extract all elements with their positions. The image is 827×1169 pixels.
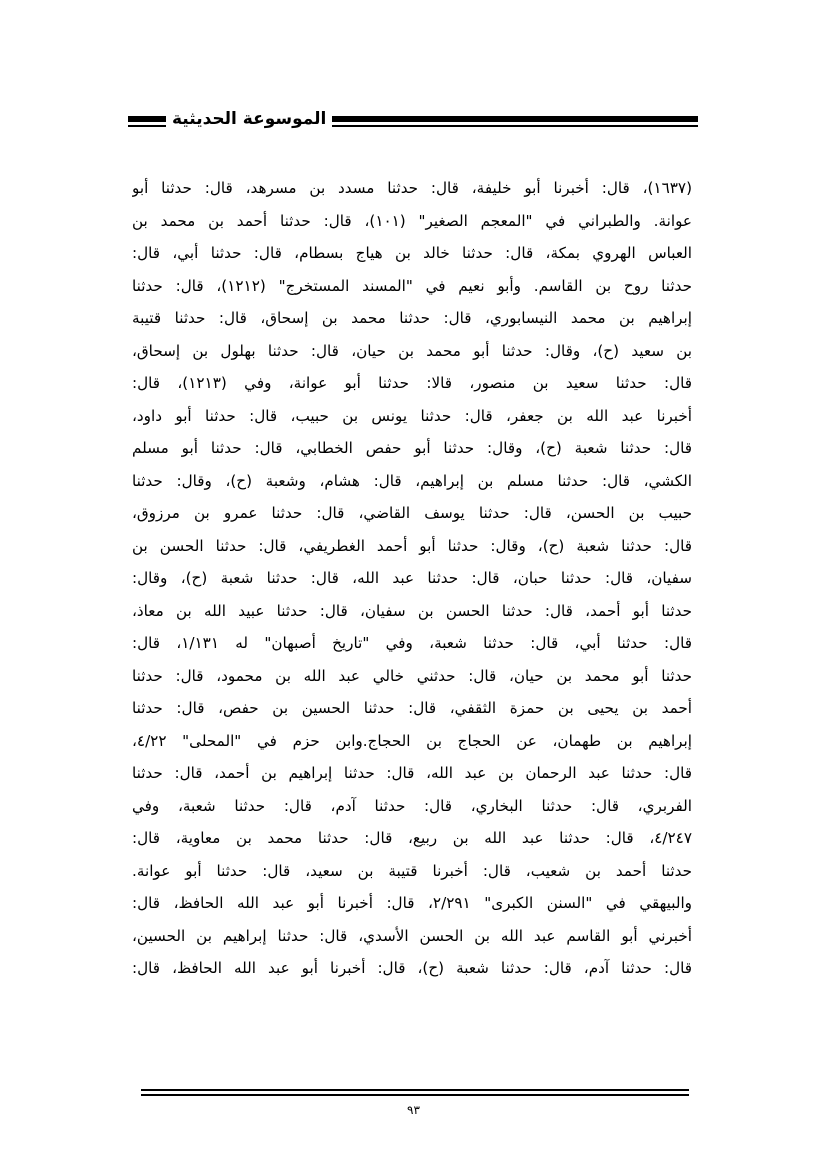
text-line: والبيهقي في "السنن الكبرى" ٢/٢٩١، قال: أخبرنا أبو عبد الله الحافظ، قال: [132,894,692,912]
text-line: (١٦٣٧)، قال: أخبرنا أبو خليفة، قال: حدثنا مسدد بن مسرهد، قال: حدثنا أبو [132,179,692,197]
text-line: قال: حدثنا آدم، قال: حدثنا شعبة (ح)، قال: أخبرنا أبو عبد الله الحافظ، قال: [132,959,692,977]
page-header [128,108,698,134]
text-line: قال: حدثنا سعيد بن منصور، قالا: حدثنا أبو عوانة، وفي (١٢١٣)، قال: [132,374,692,392]
text-line: إبراهيم بن محمد النيسابوري، قال: حدثنا محمد بن إسحاق، قال: حدثنا قتيبة [132,309,692,327]
running-head-title: الموسوعة الحديثية [166,106,332,132]
text-line: حدثنا أحمد بن شعيب، قال: أخبرنا قتيبة بن سعيد، قال: حدثنا أبو عوانة. [132,861,692,880]
text-line: أحمد بن يحيى بن حمزة الثقفي، قال: حدثنا الحسين بن حفص، قال: حدثنا [132,699,692,717]
text-line: العباس الهروي بمكة، قال: حدثنا خالد بن هياج بسطام، قال: حدثنا أبي، قال: [132,244,692,262]
text-line: حدثنا أبو أحمد، قال: حدثنا الحسن بن سفيان، قال: حدثنا عبيد الله بن معاذ، [132,601,692,620]
page-number: ٩٣ [407,1103,420,1117]
text-line: حدثنا روح بن القاسم. وأبو نعيم في "المسند المستخرج" (١٢١٢)، قال: حدثنا [132,276,692,295]
text-line: أخبرنا عبد الله بن جعفر، قال: حدثنا يونس بن حبيب، قال: حدثنا أبو داود، [132,406,692,425]
text-line: حدثنا أبو محمد بن حيان، قال: حدثني خالي عبد الله بن محمود، قال: حدثنا [132,666,692,685]
text-line: قال: حدثنا شعبة (ح)، وقال: حدثنا أبو أحمد الغطريفي، قال: حدثنا الحسن بن [132,536,692,555]
text-line: حبيب بن الحسن، قال: حدثنا يوسف القاضي، قال: حدثنا عمرو بن مرزوق، [132,504,692,522]
text-line: قال: حدثنا عبد الرحمان بن عبد الله، قال: حدثنا إبراهيم بن أحمد، قال: حدثنا [132,764,692,782]
text-line: قال: حدثنا شعبة (ح)، وقال: حدثنا أبو حفص الخطابي، قال: حدثنا أبو مسلم [132,439,692,457]
body-text [132,172,692,985]
text-line: بن سعيد (ح)، وقال: حدثنا أبو محمد بن حيان، قال: حدثنا بهلول بن إسحاق، [132,341,692,360]
text-line: قال: حدثنا أبي، قال: حدثنا شعبة، وفي "تاريخ أصبهان" له ١/١٣١، قال: [132,634,692,652]
footer-rule-bottom [141,1094,689,1096]
text-line: الفربري، قال: حدثنا البخاري، قال: حدثنا آدم، قال: حدثنا شعبة، وفي [132,796,692,815]
text-line: أخبرني أبو القاسم عبد الله بن الحسن الأسدي، قال: حدثنا إبراهيم بن الحسين، [132,926,692,945]
footer-rule-top [141,1089,689,1091]
page-footer [141,1089,689,1099]
text-line: إبراهيم بن طهمان، عن الحجاج بن الحجاج.وابن حزم في "المحلى" ٤/٢٢، [132,731,692,750]
text-line: ٤/٢٤٧، قال: حدثنا عبد الله بن ربيع، قال: حدثنا محمد بن معاوية، قال: [132,829,692,847]
text-line: سفيان، قال: حدثنا حبان، قال: حدثنا عبد الله، قال: حدثنا شعبة (ح)، وقال: [132,569,692,587]
text-line: عوانة. والطبراني في "المعجم الصغير" (١٠١)، قال: حدثنا أحمد بن محمد بن [132,211,692,230]
text-line: الكشي، قال: حدثنا مسلم بن إبراهيم، قال: هشام، وشعبة (ح)، وقال: حدثنا [132,471,692,490]
